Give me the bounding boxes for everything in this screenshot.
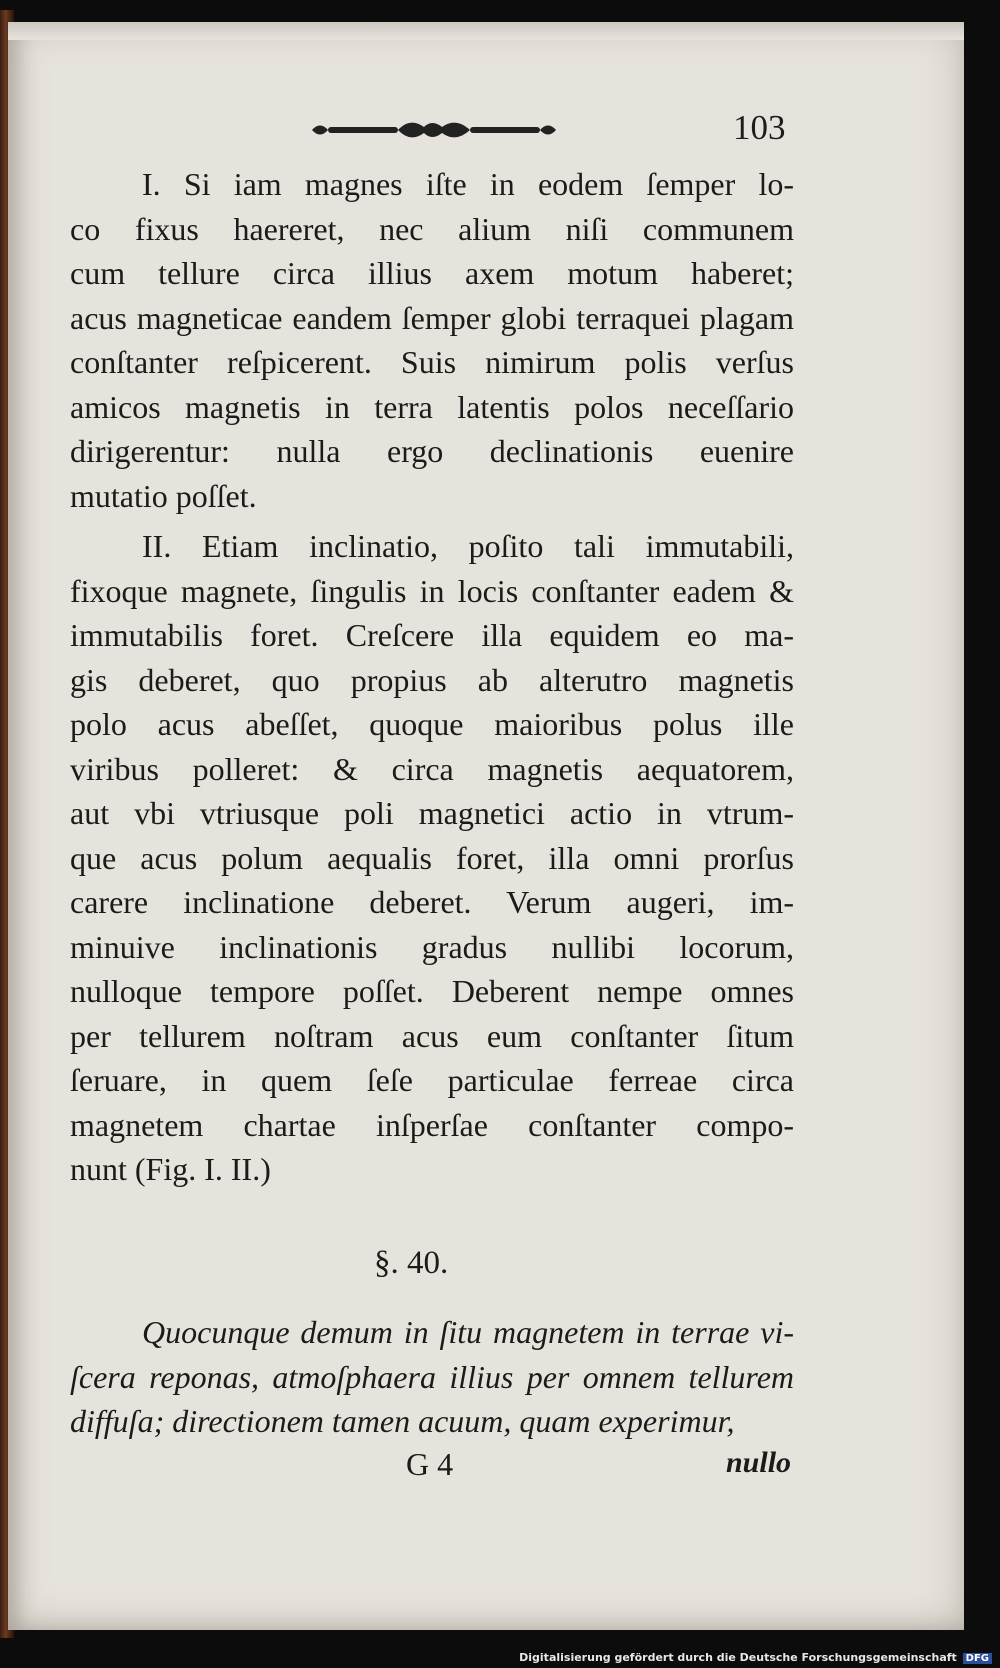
paragraph-3: [70, 1310, 794, 1444]
text-line: acus magneticae eandem ſemper globi terraquei plagam: [70, 299, 794, 336]
text-line: carere inclinatione deberet. Verum augeri, im-: [70, 884, 794, 920]
text-line: I. Si iam magnes iſte in eodem ſemper lo-: [142, 166, 794, 202]
headpiece-ornament-icon: [306, 117, 562, 143]
text-line: gis deberet, quo propius ab alterutro magnetis: [70, 661, 794, 698]
text-line: aut vbi vtriusque poli magnetici actio in vtrum-: [70, 795, 794, 831]
text-line: mutatio poſſet.: [70, 477, 257, 514]
text-line: dirigerentur: nulla ergo declinationis euenire: [70, 433, 794, 469]
page-top-edge: [8, 22, 964, 40]
text-line: magnetem chartae inſperſae conſtanter compo-: [70, 1106, 794, 1143]
signature-mark: G 4: [406, 1446, 454, 1482]
digitization-credit: [519, 1651, 992, 1664]
text-line: per tellurem noſtram acus eum conſtanter ſitum: [70, 1017, 794, 1054]
text-line: viribus polleret: & circa magnetis aequatorem,: [70, 750, 794, 787]
dfg-logo: DFG: [963, 1653, 992, 1664]
paragraph-2: [70, 524, 794, 1192]
text-line: ſcera reponas, atmoſphaera illius per omnem tellurem: [70, 1358, 794, 1395]
catchword: nullo: [726, 1446, 792, 1479]
text-line: nunt (Fig. I. II.): [70, 1151, 271, 1187]
text-line: immutabilis foret. Creſcere illa equidem eo ma-: [70, 617, 794, 653]
text-line: que acus polum aequalis foret, illa omni prorſus: [70, 839, 794, 876]
text-line: ſeruare, in quem ſeſe particulae ferreae circa: [70, 1062, 794, 1098]
book-page: [8, 22, 964, 1630]
text-line: minuive inclinationis gradus nullibi locorum,: [70, 928, 794, 965]
text-line: co fixus haereret, nec alium niſi communem: [70, 210, 794, 247]
text-line: nulloque tempore poſſet. Deberent nempe omnes: [70, 973, 794, 1009]
section-heading: §. 40.: [374, 1245, 449, 1281]
text-line: amicos magnetis in terra latentis polos neceſſario: [70, 388, 794, 425]
page-number: 103: [733, 108, 786, 147]
text-line: polo acus abeſſet, quoque maioribus polus ille: [70, 706, 794, 742]
text-line: conſtanter reſpicerent. Suis nimirum polis verſus: [70, 344, 794, 380]
text-line: fixoque magnete, ſingulis in locis conſtanter eadem &: [70, 572, 794, 609]
text-line: Quocunque demum in ſitu magnetem in terrae vi-: [142, 1314, 794, 1350]
text-line: diffuſa; directionem tamen acuum, quam experimur,: [70, 1403, 735, 1439]
text-line: cum tellure circa illius axem motum haberet;: [70, 255, 794, 291]
text-line: II. Etiam inclinatio, poſito tali immutabili,: [142, 528, 794, 564]
credit-text: Digitalisierung gefördert durch die Deutsche Forschungsgemeinschaft: [519, 1651, 957, 1664]
paragraph-1: [70, 162, 794, 518]
